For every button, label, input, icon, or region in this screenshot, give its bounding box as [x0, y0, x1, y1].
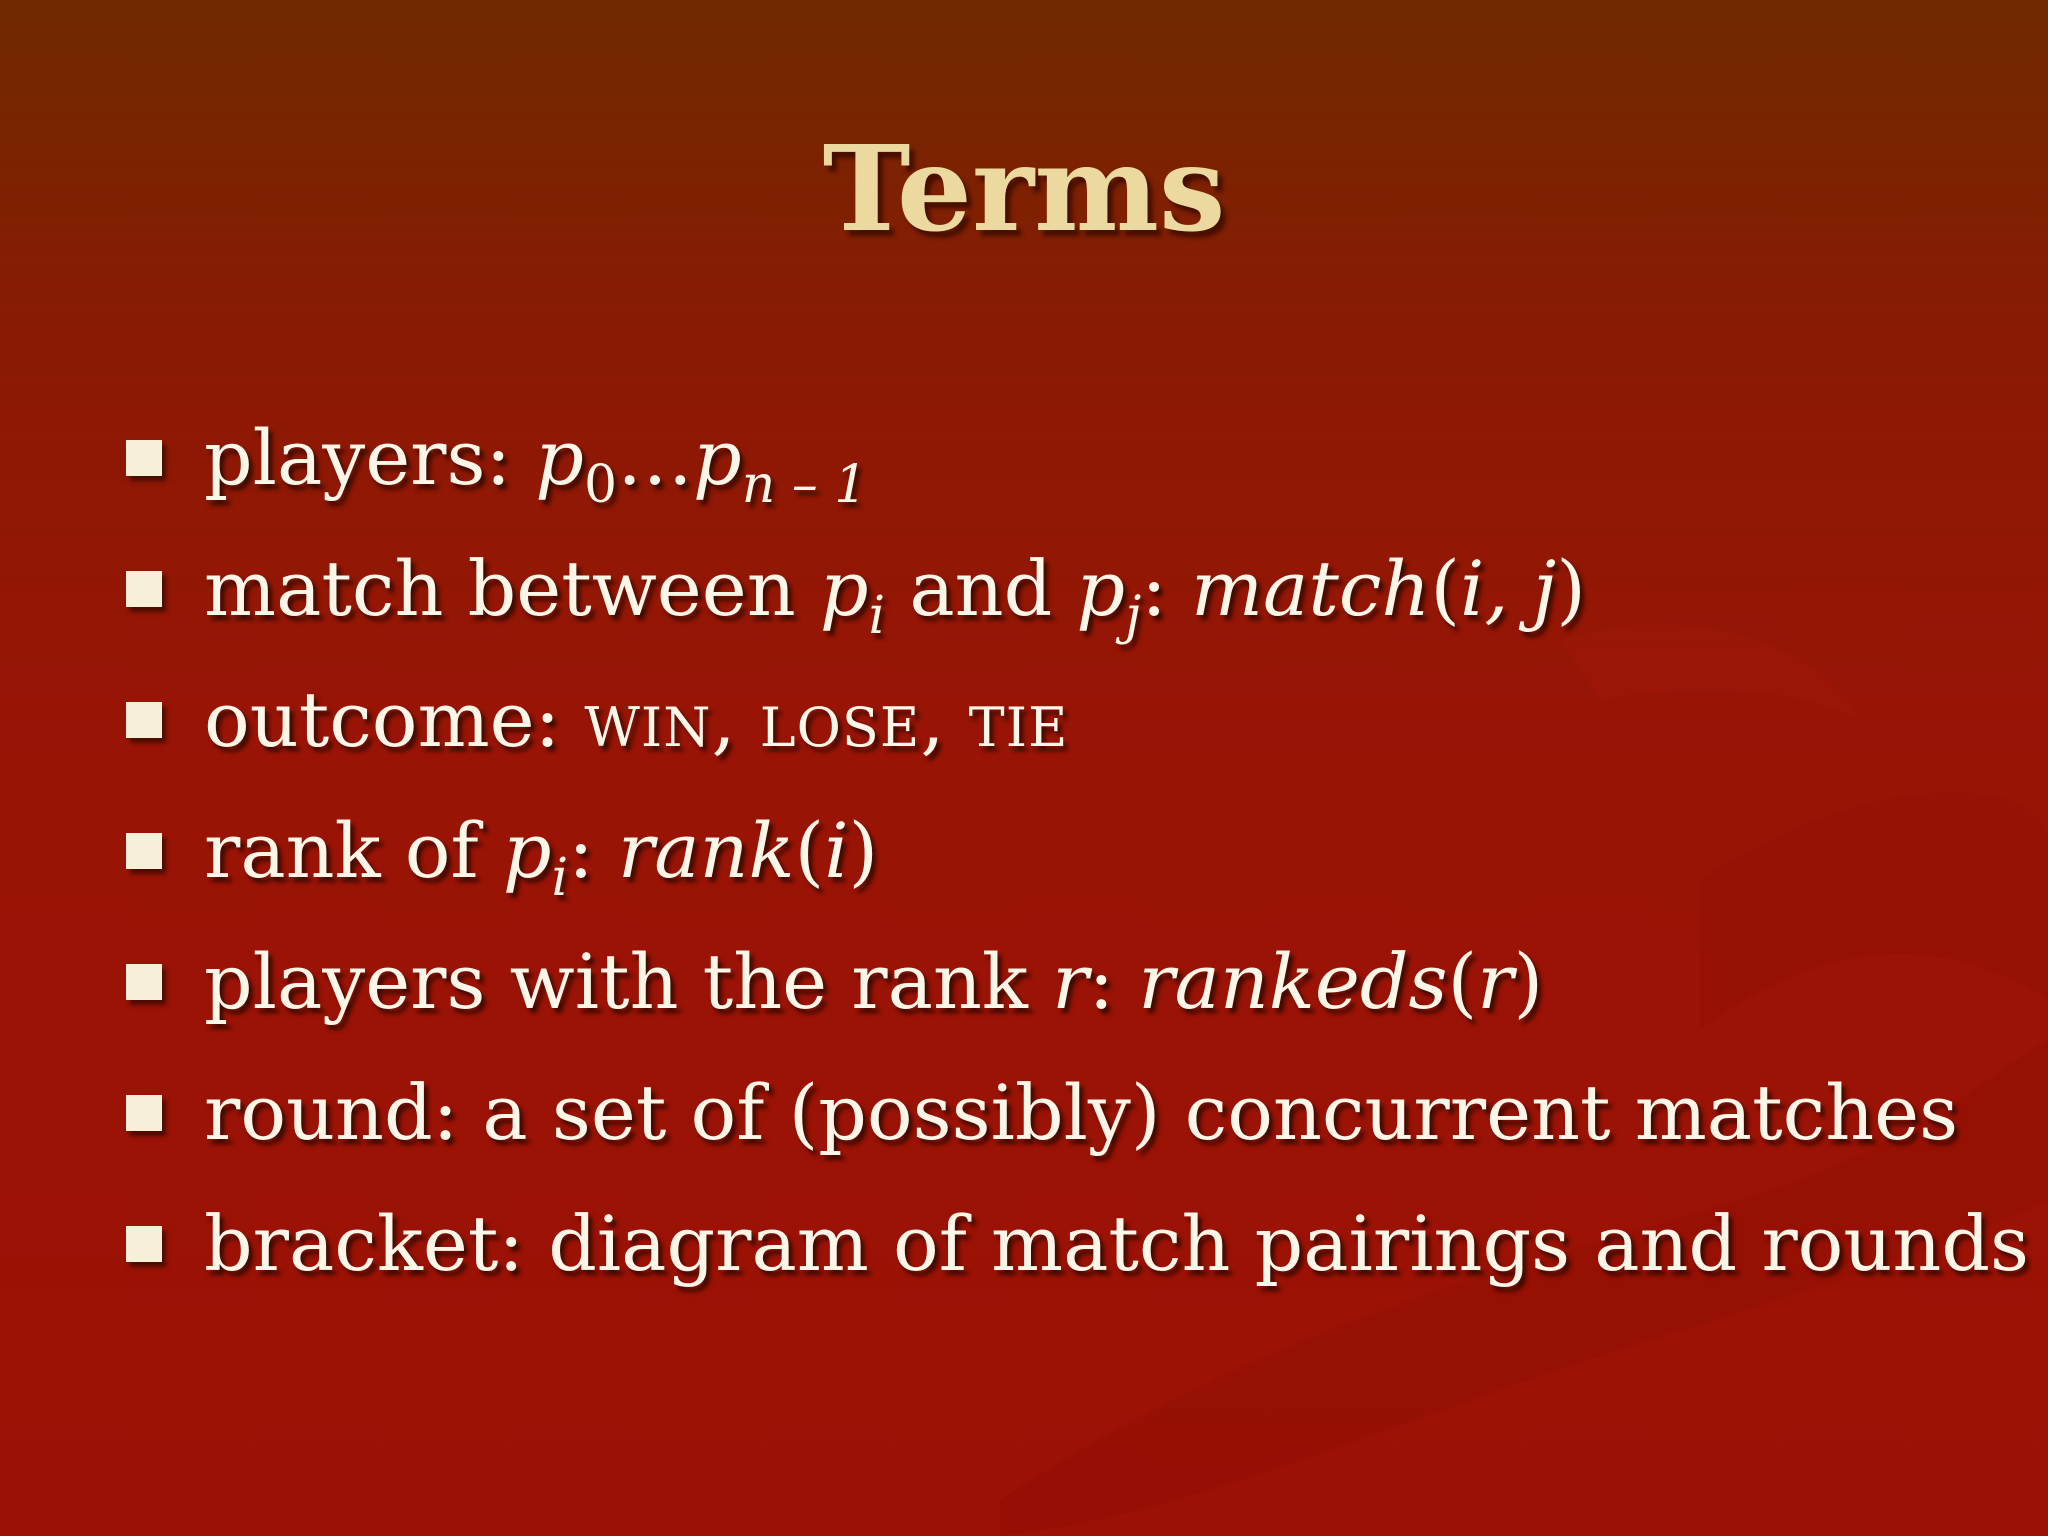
subscript: n – 1: [741, 454, 868, 515]
paren-close: ): [848, 805, 879, 895]
colon: :: [1088, 936, 1139, 1026]
symbol-p: p: [502, 805, 552, 895]
outcome-tie: TIE: [968, 695, 1069, 759]
bullet-text: bracket: diagram of match pairings and rounds: [204, 1198, 2029, 1288]
list-item-match: [126, 523, 2026, 654]
subscript: i: [551, 847, 569, 908]
subscript: 0: [583, 454, 618, 515]
colon: :: [1141, 543, 1191, 633]
square-bullet-icon: [126, 571, 162, 607]
bullet-text: [204, 412, 868, 515]
paren-open: (: [794, 805, 825, 895]
square-bullet-icon: [126, 964, 162, 1000]
bullet-text: [204, 674, 1069, 764]
term-label: rank of: [204, 805, 503, 895]
outcome-win: WIN: [584, 695, 712, 759]
subscript: j: [1125, 585, 1142, 646]
list-item-players: [126, 392, 2026, 523]
list-item-rankeds: [126, 916, 2026, 1047]
bullet-text: [204, 543, 1586, 646]
paren-close: ): [1513, 936, 1544, 1026]
terms-list: [126, 392, 2029, 1309]
term-label: outcome:: [204, 674, 585, 764]
subscript: i: [868, 585, 886, 646]
bullet-text: [204, 936, 1544, 1026]
separator: ,: [920, 674, 969, 764]
symbol-p: p: [819, 543, 869, 633]
square-bullet-icon: [126, 833, 162, 869]
list-item-outcome: [126, 654, 2026, 785]
function-name: match: [1190, 543, 1431, 633]
bullet-text: round: a set of (possibly) concurrent matches: [204, 1067, 1959, 1157]
colon: :: [568, 805, 618, 895]
square-bullet-icon: [126, 702, 162, 738]
square-bullet-icon: [126, 1226, 162, 1262]
slide-title: Terms: [822, 119, 1226, 258]
symbol-p: p: [693, 412, 742, 502]
function-args: i, j: [1460, 543, 1557, 633]
term-label: match between: [204, 543, 820, 633]
function-args: r: [1477, 936, 1514, 1026]
function-args: i: [824, 805, 849, 895]
conjunction: and: [885, 543, 1077, 633]
list-item-rank: [126, 785, 2026, 916]
function-name: rank: [617, 805, 795, 895]
paren-close: ): [1556, 543, 1586, 633]
symbol-p: p: [1076, 543, 1126, 633]
separator: ,: [711, 674, 760, 764]
function-name: rankeds: [1138, 936, 1448, 1026]
symbol-p: p: [535, 412, 584, 502]
bullet-text: [204, 805, 879, 908]
list-item-round: [126, 1047, 2026, 1178]
symbol-r: r: [1052, 936, 1089, 1026]
ellipsis: …: [617, 412, 694, 502]
square-bullet-icon: [126, 440, 162, 476]
square-bullet-icon: [126, 1095, 162, 1131]
paren-open: (: [1447, 936, 1478, 1026]
term-label: players:: [204, 412, 536, 502]
term-label: players with the rank: [204, 936, 1053, 1026]
paren-open: (: [1430, 543, 1461, 633]
outcome-lose: LOSE: [759, 695, 921, 759]
list-item-bracket: [126, 1178, 2029, 1309]
